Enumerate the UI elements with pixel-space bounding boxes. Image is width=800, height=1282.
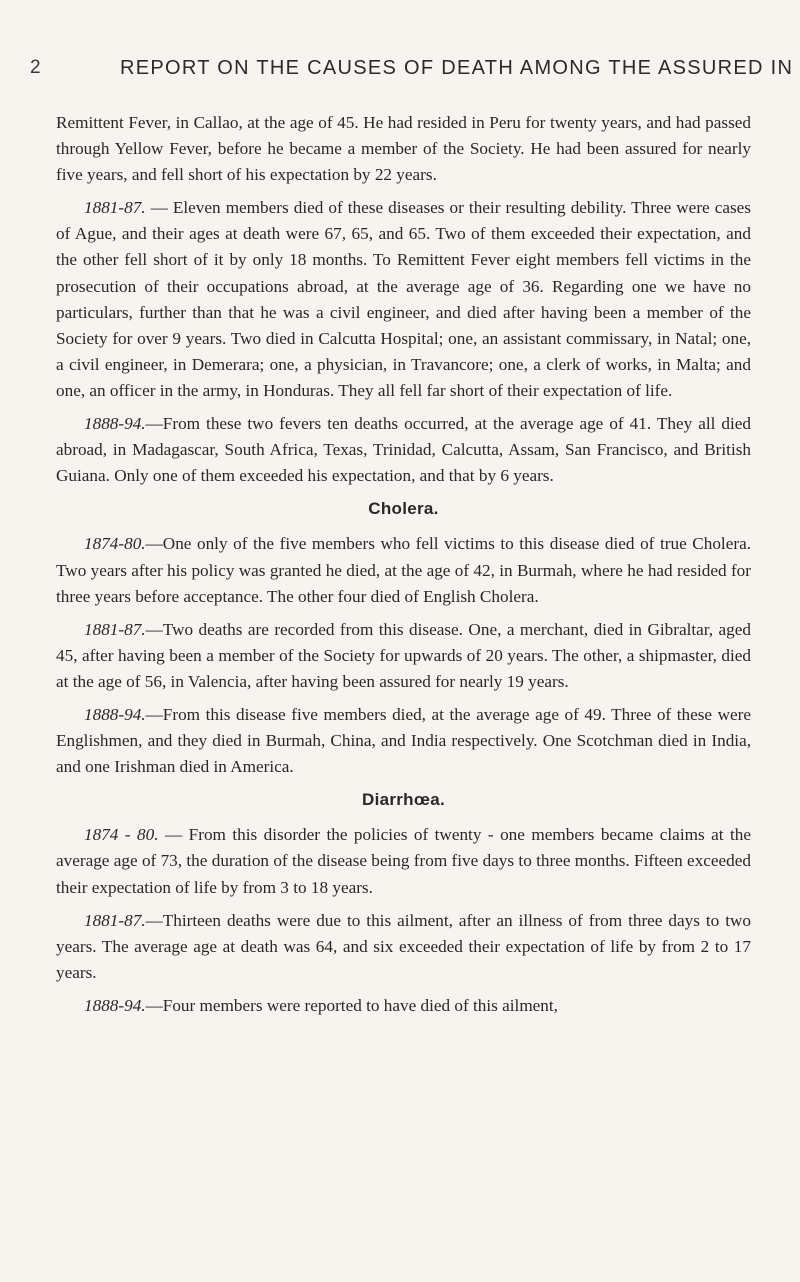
page-number: 2	[30, 57, 41, 78]
paragraph	[56, 411, 751, 489]
period-label: 1881-87.	[84, 910, 146, 930]
period-label: 1881-87.	[84, 198, 146, 218]
paragraph	[56, 822, 751, 900]
period-label: 1874 - 80.	[84, 825, 159, 845]
period-label: 1888-94.	[84, 414, 146, 434]
paragraph	[56, 110, 751, 188]
period-label: 1881-87.	[84, 619, 146, 639]
paragraph-text: —Thirteen deaths were due to this ailment, after an illness of from three days to two years. The average age at death was 64, and six exceeded their expectation of life by from 2 to 17 years.	[56, 910, 751, 982]
paragraph-text: —From this disease five members died, at the average age of 49. Three of these were Englishmen, and they died in Burmah, China, and India respectively. One Scotchman died in India, and one Irishman died in America.	[56, 704, 751, 777]
section-heading-diarrhoea: Diarrhœa.	[362, 790, 445, 810]
paragraph	[56, 195, 751, 404]
paragraph	[56, 617, 751, 695]
body-text	[56, 110, 751, 1026]
section-heading-cholera: Cholera.	[368, 499, 439, 519]
running-title: REPORT ON THE CAUSES OF DEATH AMONG THE ASSURED IN	[120, 57, 794, 79]
paragraph	[56, 702, 751, 780]
paragraph-text: —From these two fevers ten deaths occurred, at the average age of 41. They all died abroad, in Madagascar, South Africa, Texas, Trinidad, Calcutta, Assam, San Francisco, and British Guiana. Only one of them exceeded his expectation, and that by 6 years.	[56, 414, 751, 486]
paragraph-text: —Four members were reported to have died of this ailment,	[145, 995, 558, 1015]
paragraph	[56, 908, 751, 986]
paragraph-text: Remittent Fever, in Callao, at the age of 45. He had resided in Peru for twenty years, and had passed through Yellow Fever, before he became a member of the Society. He had been assured for nearly five years, and fell short of his expectation by 22 years.	[56, 113, 751, 185]
paragraph	[56, 531, 751, 609]
period-label: 1888-94.	[84, 704, 146, 724]
paragraph-text: —Two deaths are recorded from this disease. One, a merchant, died in Gibraltar, aged 45, after having been a member of the Society for upwards of 20 years. The other, a shipmaster, died at the age of 56, in Valencia, after having been assured for nearly 19 years.	[56, 619, 751, 691]
paragraph-text: — From this disorder the policies of twenty - one members became claims at the average age of 73, the duration of the disease being from five days to three months. Fifteen exceeded their expectation of life by from 3 to 18 years.	[56, 825, 751, 897]
period-label: 1874-80.	[84, 534, 146, 554]
period-label: 1888-94.	[84, 995, 146, 1015]
paragraph-text: — Eleven members died of these diseases or their resulting debility. Three were cases of Ague, and their ages at death were 67, 65, and 65. Two of them exceeded their expectation, and the other fell short of it by only 18 months. To Remittent Fever eight members fell victims in the prosecution of their occupations abroad, at the average age of 36. Regarding one we have no particulars, further than that he was a civil engineer, and died after having been a member of the Society for over 9 years. Two died in Calcutta Hospital; one, an assistant commissary, in Natal; one, a civil engineer, in Demerara; one, a physician, in Travancore; one, a clerk of works, in Malta; and one, an officer in the army, in Honduras. They all fell far short of their expectation of life.	[56, 198, 751, 400]
paragraph-text: —One only of the five members who fell victims to this disease died of true Cholera. Two years after his policy was granted he died, at the age of 42, in Burmah, where he had resided for three years before acceptance. The other four died of English Cholera.	[56, 534, 751, 606]
paragraph	[56, 993, 751, 1019]
page-header	[0, 57, 800, 87]
